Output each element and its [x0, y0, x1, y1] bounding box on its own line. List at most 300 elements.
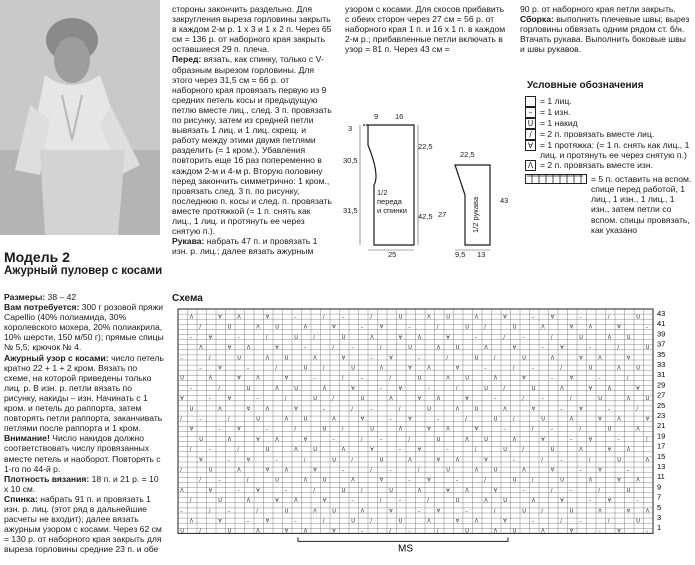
svg-text:∀: ∀: [313, 467, 317, 474]
model-title: Модель 2: [4, 249, 70, 265]
svg-text:–: –: [341, 314, 345, 321]
svg-text:U: U: [645, 345, 650, 352]
svg-text:∀: ∀: [531, 406, 536, 413]
svg-text:/: /: [550, 487, 553, 494]
svg-text:/: /: [313, 334, 315, 341]
svg-text:/: /: [626, 375, 629, 382]
paragraph: стороны закончить раздельно. Для закругления выреза горловины закрыть в каждом 2-м р. 1 х 3 и 1 х 2 п. Через 65 см = 136 р. от наборного края закрыть оставшиеся 29 п. плеча.: [172, 4, 332, 55]
svg-text:Λ: Λ: [303, 324, 308, 331]
row-number: 29: [657, 380, 666, 390]
svg-text:–: –: [313, 375, 316, 382]
legend-item: U = 1 накид: [525, 118, 693, 129]
model-photo-illustration: [0, 0, 160, 235]
svg-text:–: –: [626, 467, 630, 474]
svg-text:Λ: Λ: [208, 375, 213, 382]
svg-text:U: U: [465, 375, 469, 382]
dim-43: 43: [500, 196, 509, 205]
svg-text:Λ: Λ: [275, 385, 279, 392]
svg-text:∀: ∀: [579, 406, 583, 413]
svg-text:∀: ∀: [218, 314, 222, 321]
svg-text:Λ: Λ: [455, 406, 460, 413]
svg-text:–: –: [541, 345, 544, 352]
svg-text:U: U: [332, 508, 336, 515]
svg-text:Λ: Λ: [493, 528, 498, 535]
model-subtitle: Ажурный пуловер с косами: [4, 265, 163, 277]
svg-text:U: U: [503, 498, 507, 505]
svg-text:–: –: [579, 518, 582, 525]
svg-text:/: /: [541, 508, 543, 515]
svg-text:∀: ∀: [617, 477, 621, 484]
svg-text:∀: ∀: [512, 345, 517, 352]
svg-text:–: –: [607, 406, 611, 413]
svg-text:U: U: [493, 416, 498, 423]
svg-text:∀: ∀: [503, 314, 507, 321]
svg-text:∀: ∀: [588, 385, 593, 392]
svg-text:/: /: [218, 385, 220, 392]
svg-text:–: –: [474, 334, 478, 341]
row-number: 31: [657, 370, 666, 380]
svg-text:∀: ∀: [389, 508, 393, 515]
svg-text:U: U: [636, 518, 640, 525]
svg-text:Λ: Λ: [370, 334, 374, 341]
svg-text:Λ: Λ: [427, 365, 431, 372]
svg-text:/: /: [598, 487, 600, 494]
row-number: 37: [657, 339, 666, 349]
svg-text:Λ: Λ: [284, 467, 289, 474]
row-number: 11: [657, 472, 665, 482]
dim-30-5: 30,5: [343, 156, 358, 165]
svg-text:∀: ∀: [294, 406, 298, 413]
svg-text:–: –: [617, 436, 620, 443]
svg-text:/: /: [560, 518, 562, 525]
svg-text:/: /: [180, 467, 182, 474]
row-number: 7: [657, 492, 662, 502]
dim-3: 3: [348, 124, 353, 133]
svg-text:U: U: [436, 436, 441, 443]
svg-text:∀: ∀: [265, 314, 270, 321]
svg-text:U: U: [351, 518, 355, 525]
svg-text:∀: ∀: [256, 436, 260, 443]
svg-text:–: –: [531, 314, 535, 321]
svg-text:U: U: [455, 498, 460, 505]
svg-text:Λ: Λ: [503, 406, 507, 413]
garment-pattern-diagram: [340, 95, 522, 275]
svg-text:/: /: [322, 314, 325, 321]
svg-text:/: /: [398, 406, 401, 413]
svg-text:Λ: Λ: [541, 528, 545, 535]
svg-text:/: /: [322, 518, 325, 525]
svg-text:Λ: Λ: [465, 487, 469, 494]
svg-text:/: /: [579, 426, 581, 433]
svg-text:/: /: [607, 518, 610, 525]
svg-text:/: /: [370, 467, 372, 474]
svg-text:∀: ∀: [360, 416, 365, 423]
svg-text:U: U: [503, 447, 507, 454]
svg-text:/: /: [360, 487, 363, 494]
svg-text:∀: ∀: [446, 487, 450, 494]
svg-text:∀: ∀: [275, 345, 279, 352]
svg-text:–: –: [569, 436, 573, 443]
svg-text:Λ: Λ: [427, 518, 431, 525]
svg-text:Λ: Λ: [645, 457, 650, 464]
svg-text:Λ: Λ: [446, 426, 450, 433]
svg-text:∀: ∀: [275, 498, 279, 505]
svg-text:U: U: [512, 528, 517, 535]
svg-text:U: U: [275, 324, 279, 331]
svg-text:/: /: [379, 345, 382, 352]
svg-text:U: U: [579, 334, 583, 341]
svg-text:/: /: [503, 334, 505, 341]
svg-text:/: /: [522, 396, 524, 403]
svg-text:Λ: Λ: [598, 355, 602, 362]
svg-text:U: U: [531, 385, 536, 392]
svg-text:/: /: [360, 436, 363, 443]
row-number: 19: [657, 431, 666, 441]
paragraph: Спинка: набрать 91 п. и провязать 1 изн. р. лиц. (этот ряд в дальнейшие расчеты не входит); далее вязать ажурным узором с косами. Через 62 см = 130 р. от наборного края закрыть для выреза горловины средние 23 п. и обе: [4, 493, 162, 555]
svg-text:Λ: Λ: [322, 385, 327, 392]
svg-text:Λ: Λ: [246, 498, 251, 505]
ms-label: MS: [398, 543, 413, 555]
svg-text:/: /: [427, 498, 429, 505]
svg-text:Λ: Λ: [455, 457, 460, 464]
svg-text:/: /: [237, 447, 239, 454]
svg-text:∀: ∀: [569, 528, 574, 535]
legend-item: = 1 лиц.: [525, 96, 693, 107]
svg-text:Λ: Λ: [626, 396, 631, 403]
svg-text:Λ: Λ: [579, 447, 583, 454]
svg-text:/: /: [322, 365, 325, 372]
svg-text:–: –: [351, 498, 354, 505]
svg-text:∀: ∀: [246, 457, 251, 464]
svg-text:–: –: [408, 477, 411, 484]
svg-text:/: /: [351, 457, 353, 464]
svg-text:–: –: [246, 365, 250, 372]
svg-text:∀: ∀: [265, 467, 270, 474]
svg-text:∀: ∀: [208, 487, 213, 494]
svg-text:Λ: Λ: [598, 508, 602, 515]
svg-text:U: U: [303, 416, 308, 423]
svg-text:U: U: [284, 355, 289, 362]
svg-text:/: /: [493, 508, 496, 515]
svg-text:U: U: [341, 334, 346, 341]
svg-text:/: /: [313, 487, 315, 494]
svg-text:U: U: [465, 324, 469, 331]
svg-text:∀: ∀: [484, 457, 488, 464]
svg-text:–: –: [588, 498, 592, 505]
svg-text:/: /: [512, 365, 515, 372]
svg-text:∀: ∀: [218, 365, 222, 372]
svg-text:Λ: Λ: [512, 436, 517, 443]
cable-symbol-icon: [525, 174, 587, 184]
svg-text:Λ: Λ: [550, 355, 555, 362]
svg-text:U: U: [569, 508, 574, 515]
svg-text:U: U: [398, 518, 403, 525]
svg-text:∀: ∀: [617, 324, 621, 331]
svg-text:U: U: [617, 457, 621, 464]
svg-text:U: U: [408, 345, 412, 352]
svg-text:–: –: [379, 385, 383, 392]
dim-22-5a: 22,5: [418, 142, 433, 151]
svg-text:/: /: [180, 416, 182, 423]
svg-text:/: /: [484, 477, 486, 484]
svg-text:U: U: [389, 487, 393, 494]
svg-text:–: –: [636, 498, 639, 505]
svg-text:U: U: [294, 385, 298, 392]
svg-text:–: –: [227, 457, 231, 464]
svg-text:–: –: [503, 426, 506, 433]
svg-text:Λ: Λ: [237, 314, 241, 321]
svg-text:–: –: [303, 345, 307, 352]
svg-text:U: U: [522, 508, 526, 515]
svg-text:Λ: Λ: [474, 518, 479, 525]
svg-text:/: /: [569, 396, 572, 403]
paragraph: Сборка: выполнить плечевые швы; вырез горловины обвязать одним рядом ст. б/н. Втачать рукава. Выполнить боковые швы и швы рукавов.: [520, 14, 690, 55]
svg-text:Λ: Λ: [189, 314, 194, 321]
svg-text:/: /: [531, 477, 534, 484]
svg-text:U: U: [275, 477, 279, 484]
svg-text:/: /: [370, 314, 372, 321]
svg-text:∀: ∀: [189, 426, 194, 433]
svg-text:∀: ∀: [598, 467, 602, 474]
row-number: 27: [657, 390, 666, 400]
svg-text:/: /: [436, 528, 439, 535]
svg-text:U: U: [237, 355, 241, 362]
row-number: 3: [657, 513, 662, 522]
svg-text:–: –: [550, 375, 554, 382]
svg-text:∀: ∀: [569, 324, 574, 331]
row-number: 13: [657, 462, 666, 471]
svg-text:–: –: [199, 365, 202, 372]
svg-text:Λ: Λ: [303, 477, 308, 484]
svg-text:–: –: [237, 334, 240, 341]
model-photo: [0, 0, 160, 235]
svg-text:/: /: [389, 375, 391, 382]
svg-text:/: /: [208, 508, 211, 515]
svg-text:∀: ∀: [626, 508, 631, 515]
k2tog-symbol-icon: /: [525, 129, 536, 140]
text-column-2: [172, 4, 332, 256]
row-number: 15: [657, 451, 666, 461]
svg-text:U: U: [455, 345, 460, 352]
svg-text:/: /: [294, 426, 296, 433]
svg-text:∀: ∀: [550, 314, 555, 321]
svg-text:/: /: [265, 334, 268, 341]
skp-symbol-icon: ∀: [525, 140, 536, 151]
paragraph: узором с косами. Для скосов прибавить с обеих сторон через 27 см = 56 р. от наборного края 1 п. и 16 х 1 п. в каждом 2-м р.; прибавленные петли включать в узор = 81 п. Через 43 см =: [345, 4, 506, 55]
svg-text:–: –: [645, 324, 649, 331]
svg-text:U: U: [474, 355, 479, 362]
row-number: 39: [657, 329, 666, 339]
svg-text:∀: ∀: [417, 396, 422, 403]
svg-text:/: /: [550, 334, 553, 341]
svg-text:Λ: Λ: [398, 426, 403, 433]
svg-text:U: U: [303, 365, 308, 372]
svg-text:U: U: [607, 426, 612, 433]
svg-text:U: U: [332, 457, 336, 464]
svg-text:U: U: [588, 365, 593, 372]
svg-text:/: /: [617, 345, 619, 352]
svg-text:Λ: Λ: [645, 508, 650, 515]
svg-text:U: U: [370, 426, 374, 433]
svg-text:–: –: [389, 467, 392, 474]
text-column-4: [520, 4, 690, 54]
svg-text:/: /: [465, 416, 467, 423]
svg-text:U: U: [218, 498, 222, 505]
svg-text:∀: ∀: [398, 385, 403, 392]
svg-text:–: –: [360, 324, 364, 331]
svg-text:Λ: Λ: [446, 375, 450, 382]
svg-text:∀: ∀: [332, 324, 336, 331]
svg-text:Λ: Λ: [522, 467, 526, 474]
svg-text:∀: ∀: [341, 355, 346, 362]
svg-text:Λ: Λ: [256, 375, 260, 382]
yarn-over-symbol-icon: U: [525, 118, 536, 129]
svg-text:∀: ∀: [199, 457, 203, 464]
svg-text:Λ: Λ: [417, 334, 422, 341]
text-column-3: [345, 4, 510, 54]
svg-text:/: /: [408, 436, 410, 443]
svg-text:∀: ∀: [645, 416, 650, 423]
svg-text:∀: ∀: [474, 426, 479, 433]
row-number: 5: [657, 502, 662, 512]
knitting-chart: [172, 307, 672, 562]
paragraph: Ажурный узор с косами: число петель кратно 22 + 1 + 2 кром. Вязать по схеме, на которой приведены только лиц. р. В изн. р. петли вязать по рисунку, накиды – изн. Начинать с 1 кром. и петель до раппорта, затем повторять петли раппорта, заканчивать петлями после раппорта и 1 кром. Внимание! Число накидов должно соответствовать числу провязанных вместе петель и наоборот. Повторять с 1-го по 44-й р.: [4, 352, 164, 474]
svg-text:/: /: [189, 447, 192, 454]
svg-text:∀: ∀: [579, 355, 583, 362]
half-label-2: переда: [377, 197, 402, 206]
svg-text:Λ: Λ: [408, 457, 412, 464]
svg-text:–: –: [180, 355, 183, 362]
svg-text:∀: ∀: [218, 518, 222, 525]
svg-text:–: –: [417, 355, 421, 362]
svg-text:U: U: [541, 416, 545, 423]
svg-text:–: –: [531, 518, 535, 525]
svg-text:–: –: [246, 518, 250, 525]
svg-text:Λ: Λ: [617, 365, 621, 372]
svg-text:∀: ∀: [588, 436, 593, 443]
svg-text:∀: ∀: [180, 396, 184, 403]
svg-text:U: U: [417, 375, 422, 382]
svg-text:Λ: Λ: [569, 416, 574, 423]
svg-text:–: –: [199, 416, 202, 423]
svg-text:Λ: Λ: [180, 487, 184, 494]
svg-text:∀: ∀: [303, 436, 308, 443]
svg-text:∀: ∀: [408, 365, 412, 372]
svg-text:/: /: [484, 324, 486, 331]
svg-text:/: /: [436, 324, 439, 331]
svg-text:U: U: [351, 365, 355, 372]
svg-text:/: /: [560, 365, 562, 372]
svg-text:–: –: [379, 436, 383, 443]
svg-text:Λ: Λ: [560, 385, 564, 392]
paragraph: Перед: вязать, как спинку, только с V-образным вырезом горловины. Для этого через 31,5 см = 66 р. от наборного края провязать первую из 9 средних петель косы и предыдущую петлю вместе лиц., след. 3 п. провязать по рисунку, затем из средней петли вывязать 1 лиц. и 1 лиц. скрещ. и работу между этими двумя петлями разделить (= 1 кром.). Убавления повторить еще 16 раз попеременно в каждом 2-м и 4-м р. Вторую половину перед закончить симметрично: 1 кром., провязать след. 3 п. по рисунку, последнюю п. косы и след. п. провязать вместе протяжкой (= 1 п. снять как лиц., 1 лиц. и протянуть ее через снятую п.).: [172, 54, 332, 237]
svg-text:–: –: [208, 447, 212, 454]
row-number: 9: [657, 482, 662, 492]
svg-text:/: /: [208, 355, 211, 362]
svg-text:–: –: [550, 426, 554, 433]
svg-text:–: –: [408, 528, 411, 535]
svg-text:–: –: [208, 396, 212, 403]
svg-text:∀: ∀: [446, 334, 450, 341]
svg-text:–: –: [522, 334, 525, 341]
svg-text:–: –: [436, 416, 440, 423]
svg-text:∀: ∀: [284, 528, 289, 535]
svg-text:∀: ∀: [522, 375, 526, 382]
repeat-bracket: [298, 537, 508, 541]
svg-text:∀: ∀: [607, 498, 612, 505]
row-number: 35: [657, 349, 666, 359]
svg-text:–: –: [398, 498, 402, 505]
svg-text:Λ: Λ: [636, 426, 640, 433]
svg-text:U: U: [446, 314, 450, 321]
svg-text:–: –: [417, 508, 421, 515]
svg-text:/: /: [512, 416, 515, 423]
svg-text:U: U: [474, 406, 479, 413]
svg-text:U: U: [626, 487, 631, 494]
svg-text:Λ: Λ: [351, 477, 355, 484]
paragraph: Рукава: набрать 47 п. и провязать 1 изн. р. лиц.; далее вязать ажурным: [172, 236, 318, 257]
svg-text:U: U: [360, 396, 365, 403]
svg-text:/: /: [332, 345, 334, 352]
svg-text:U: U: [246, 385, 251, 392]
svg-text:∀: ∀: [598, 416, 602, 423]
row-number: 25: [657, 400, 666, 410]
svg-text:Λ: Λ: [436, 345, 441, 352]
svg-text:Λ: Λ: [626, 447, 631, 454]
svg-text:∀: ∀: [455, 365, 460, 372]
svg-text:/: /: [284, 396, 287, 403]
svg-text:–: –: [370, 355, 373, 362]
svg-text:∀: ∀: [436, 508, 441, 515]
svg-text:∀: ∀: [541, 436, 545, 443]
svg-text:U: U: [493, 467, 498, 474]
svg-text:Λ: Λ: [636, 477, 640, 484]
svg-text:–: –: [237, 487, 240, 494]
svg-text:U: U: [560, 477, 564, 484]
svg-text:Λ: Λ: [474, 314, 479, 321]
svg-text:–: –: [180, 508, 183, 515]
legend-item: – = 1 изн.: [525, 107, 693, 118]
svg-text:/: /: [351, 406, 353, 413]
svg-text:U: U: [636, 365, 640, 372]
svg-text:/: /: [275, 365, 277, 372]
legend-item: ∀ = 1 протяжка: (= 1 п. снять как лиц., 1 лиц. и протянуть ее через снятую п.): [525, 140, 693, 160]
svg-text:U: U: [522, 355, 526, 362]
svg-text:Λ: Λ: [199, 345, 203, 352]
svg-text:–: –: [512, 457, 516, 464]
svg-text:–: –: [332, 436, 335, 443]
svg-text:–: –: [560, 406, 563, 413]
svg-text:∀: ∀: [227, 345, 232, 352]
svg-text:–: –: [588, 345, 592, 352]
svg-text:/: /: [446, 355, 448, 362]
svg-text:∀: ∀: [436, 457, 441, 464]
svg-text:Λ: Λ: [313, 355, 317, 362]
dim-16: 16: [395, 112, 404, 121]
svg-text:∀: ∀: [351, 385, 355, 392]
row-number: 43: [657, 309, 666, 318]
svg-text:Λ: Λ: [284, 416, 289, 423]
svg-text:/: /: [227, 416, 230, 423]
svg-text:/: /: [246, 477, 249, 484]
svg-text:U: U: [379, 457, 384, 464]
dim-13: 13: [477, 250, 486, 259]
svg-text:∀: ∀: [636, 385, 640, 392]
svg-text:–: –: [360, 375, 364, 382]
row-number: 1: [657, 523, 662, 533]
svg-text:–: –: [408, 324, 411, 331]
svg-text:U: U: [189, 406, 194, 413]
